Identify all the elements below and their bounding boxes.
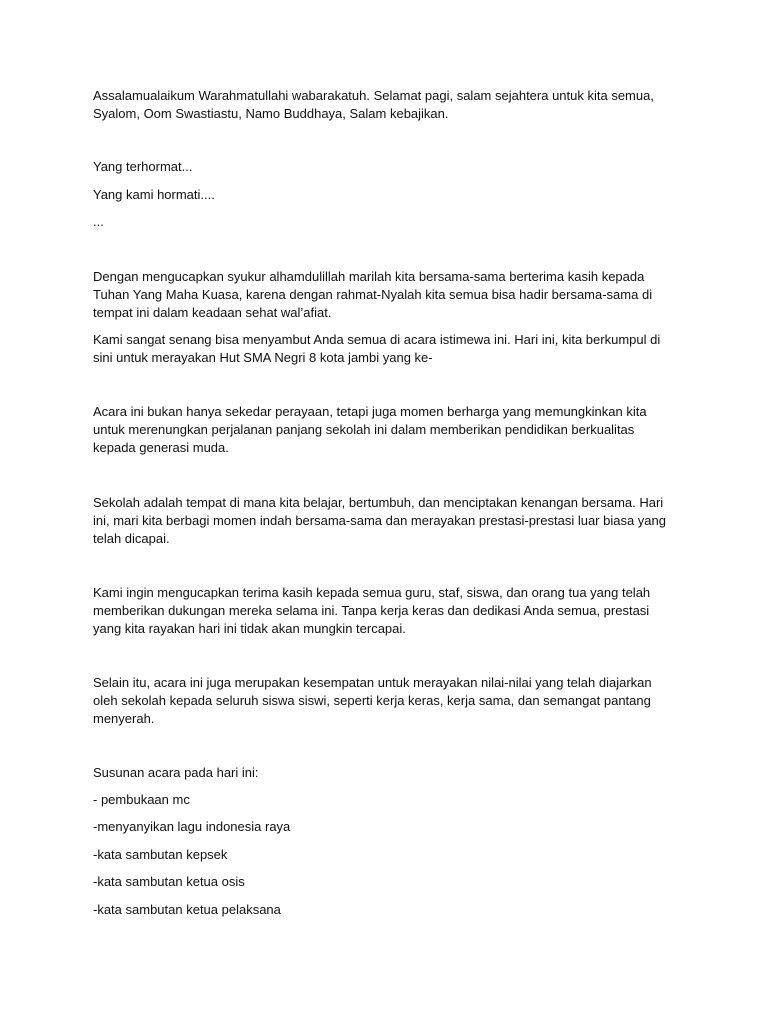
- text-line: -kata sambutan ketua pelaksana: [93, 902, 281, 917]
- text-line: Tuhan Yang Maha Kuasa, karena dengan rahmat-Nyalah kita semua bisa hadir bersama-sama di: [93, 287, 653, 302]
- terima-kasih-paragraph: [93, 584, 673, 638]
- sambut-paragraph: [93, 331, 673, 367]
- text-line: memberikan dukungan mereka selama ini. Tanpa kerja keras dan dedikasi Anda semua, prestasi: [93, 603, 650, 618]
- text-line: Kami sangat senang bisa menyambut Anda semua di acara istimewa ini. Hari ini, kita berkumpul di: [93, 332, 661, 347]
- text-line: Dengan mengucapkan syukur alhamdulillah marilah kita bersama-sama berterima kasih kepada: [93, 269, 645, 284]
- agenda-item: [93, 873, 673, 891]
- agenda-item: [93, 901, 673, 919]
- text-line: -kata sambutan kepsek: [93, 847, 228, 862]
- text-line: - pembukaan mc: [93, 792, 190, 807]
- text-line: untuk merenungkan perjalanan panjang sekolah ini dalam memberikan pendidikan berkualitas: [93, 422, 635, 437]
- agenda-item: [93, 791, 673, 809]
- text-line: kepada generasi muda.: [93, 440, 229, 455]
- syukur-paragraph: [93, 268, 673, 322]
- text-line: menyerah.: [93, 711, 155, 726]
- text-line: Syalom, Oom Swastiastu, Namo Buddhaya, Salam kebajikan.: [93, 106, 449, 121]
- honorific-line: [93, 186, 673, 204]
- text-line: Selain itu, acara ini juga merupakan kesempatan untuk merayakan nilai-nilai yang telah diajarkan: [93, 675, 652, 690]
- text-line: Sekolah adalah tempat di mana kita belajar, bertumbuh, dan menciptakan kenangan bersama. Hari: [93, 495, 664, 510]
- text-line: sini untuk merayakan Hut SMA Negri 8 kota jambi yang ke-: [93, 350, 433, 365]
- sekolah-paragraph: [93, 494, 673, 548]
- text-line: Yang kami hormati....: [93, 187, 215, 202]
- acara-paragraph: [93, 403, 673, 457]
- honorific-line: [93, 158, 673, 176]
- text-line: ini, mari kita berbagi momen indah bersama-sama dan merayakan prestasi-prestasi luar biasa yang: [93, 513, 666, 528]
- text-line: yang kita rayakan hari ini tidak akan mungkin tercapai.: [93, 621, 406, 636]
- text-line: oleh sekolah kepada seluruh siswa siswi, seperti kerja keras, kerja sama, dan semangat pantang: [93, 693, 651, 708]
- text-line: Assalamualaikum Warahmatullahi wabarakatuh. Selamat pagi, salam sejahtera untuk kita semua,: [93, 88, 654, 103]
- agenda-item: [93, 846, 673, 864]
- text-line: Kami ingin mengucapkan terima kasih kepada semua guru, staf, siswa, dan orang tua yang telah: [93, 585, 651, 600]
- honorific-ellipsis: [93, 213, 673, 231]
- greeting-paragraph: [93, 87, 673, 123]
- agenda-title: [93, 764, 673, 782]
- text-line: Susunan acara pada hari ini:: [93, 765, 259, 780]
- text-line: tempat ini dalam keadaan sehat wal’afiat.: [93, 305, 332, 320]
- text-line: -menyanyikan lagu indonesia raya: [93, 819, 291, 834]
- text-line: Acara ini bukan hanya sekedar perayaan, tetapi juga momen berharga yang memungkinkan kita: [93, 404, 647, 419]
- text-line: ...: [93, 214, 104, 229]
- text-line: Yang terhormat...: [93, 159, 193, 174]
- text-line: -kata sambutan ketua osis: [93, 874, 245, 889]
- nilai-paragraph: [93, 674, 673, 728]
- text-line: telah dicapai.: [93, 531, 170, 546]
- agenda-item: [93, 818, 673, 836]
